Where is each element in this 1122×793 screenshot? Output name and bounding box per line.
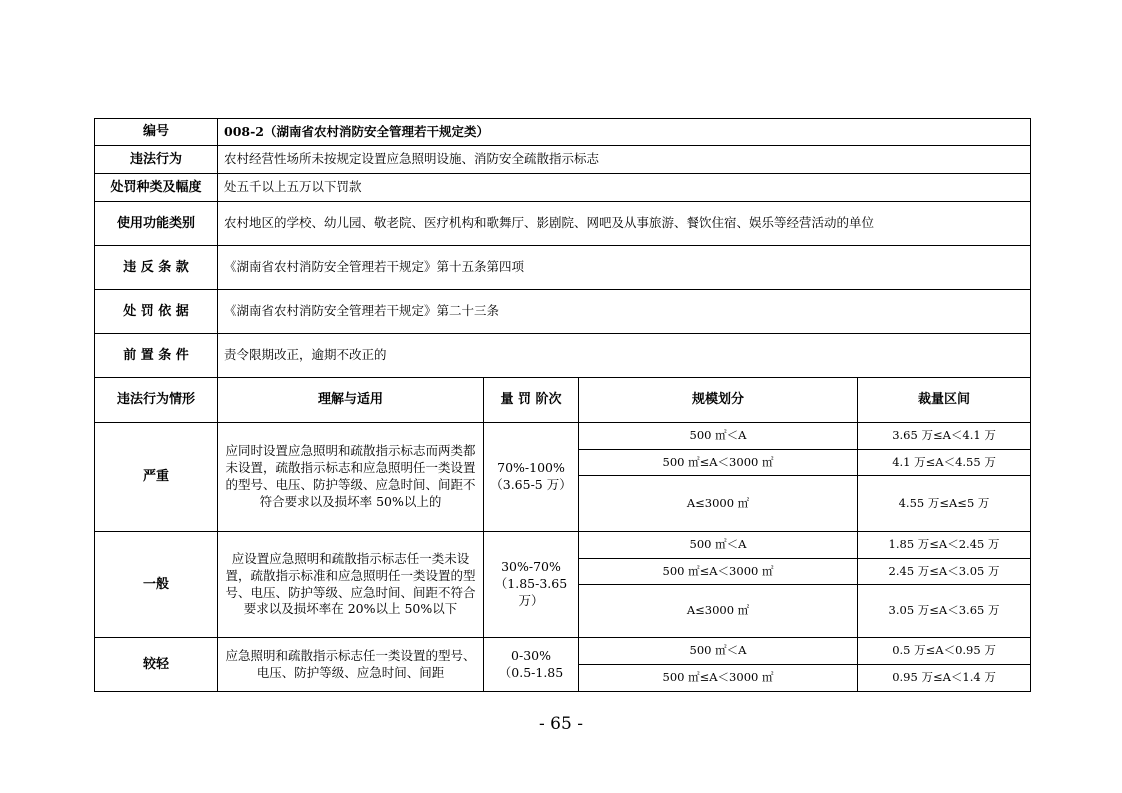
row-precondition	[95, 334, 1031, 378]
scale-cell: 500 ㎡＜A	[579, 532, 858, 559]
tier-serious-pct: 70%-100%	[497, 460, 565, 476]
header-situation: 违法行为情形	[95, 378, 218, 423]
scale-cell: 500 ㎡＜A	[579, 638, 858, 665]
range-cell: 2.45 万≤A＜3.05 万	[858, 559, 1031, 585]
range-cell: 0.95 万≤A＜1.4 万	[858, 665, 1031, 692]
row-function-category	[95, 202, 1031, 246]
level-serious: 严重	[95, 423, 218, 532]
level-minor: 较轻	[95, 638, 218, 692]
tier-general-pct: 30%-70%	[501, 559, 561, 575]
scale-cell: A≤3000 ㎡	[579, 476, 858, 532]
scale-cell: 500 ㎡≤A＜3000 ㎡	[579, 450, 858, 476]
table-row	[95, 532, 1031, 559]
value-function-category: 农村地区的学校、幼儿园、敬老院、医疗机构和歌舞厅、影剧院、网吧及从事旅游、餐饮住宿、娱乐等经营活动的单位	[218, 202, 1031, 246]
tier-serious-amount: （3.65-5 万）	[490, 477, 572, 492]
row-violation	[95, 146, 1031, 174]
label-code: 编号	[95, 119, 218, 146]
table-header-row	[95, 378, 1031, 423]
tier-general-amount: （1.85-3.65 万）	[494, 576, 568, 608]
scale-cell: 500 ㎡＜A	[579, 423, 858, 450]
tier-minor-amount: （0.5-1.85	[498, 664, 564, 680]
range-cell: 4.55 万≤A≤5 万	[858, 476, 1031, 532]
range-cell: 3.65 万≤A＜4.1 万	[858, 423, 1031, 450]
value-violation: 农村经营性场所未按规定设置应急照明设施、消防安全疏散指示标志	[218, 146, 1031, 174]
penalty-table	[94, 118, 1031, 692]
label-violation: 违法行为	[95, 146, 218, 174]
description-general: 应设置应急照明和疏散指示标志任一类未设置，疏散指示标准和应急照明任一类设置的型号、电压、防护等级、应急时间、间距不符合要求以及损坏率在 20%以上 50%以下	[218, 532, 484, 638]
scale-cell: 500 ㎡≤A＜3000 ㎡	[579, 665, 858, 692]
range-cell: 1.85 万≤A＜2.45 万	[858, 532, 1031, 559]
tier-general	[484, 532, 579, 638]
label-penalty-basis: 处 罚 依 据	[95, 290, 218, 334]
table-row	[95, 638, 1031, 665]
table-row	[95, 423, 1031, 450]
range-cell: 3.05 万≤A＜3.65 万	[858, 585, 1031, 638]
page-number: - 65 -	[539, 714, 583, 734]
row-penalty-type	[95, 174, 1031, 202]
header-scale: 规模划分	[579, 378, 858, 423]
value-penalty-basis: 《湖南省农村消防安全管理若干规定》第二十三条	[218, 290, 1031, 334]
scale-cell: 500 ㎡≤A＜3000 ㎡	[579, 559, 858, 585]
row-violated-clause	[95, 246, 1031, 290]
value-precondition: 责令限期改正，逾期不改正的	[218, 334, 1031, 378]
label-precondition: 前 置 条 件	[95, 334, 218, 378]
row-code	[95, 119, 1031, 146]
scale-cell: A≤3000 ㎡	[579, 585, 858, 638]
tier-minor	[484, 638, 579, 692]
value-penalty-type: 处五千以上五万以下罚款	[218, 174, 1031, 202]
label-violated-clause: 违 反 条 款	[95, 246, 218, 290]
header-range: 裁量区间	[858, 378, 1031, 423]
tier-serious	[484, 423, 579, 532]
range-cell: 0.5 万≤A＜0.95 万	[858, 638, 1031, 665]
level-general: 一般	[95, 532, 218, 638]
description-minor: 应急照明和疏散指示标志任一类设置的型号、电压、防护等级、应急时间、间距	[218, 638, 484, 692]
range-cell: 4.1 万≤A＜4.55 万	[858, 450, 1031, 476]
value-code: 008-2（湖南省农村消防安全管理若干规定类）	[218, 119, 1031, 146]
header-interpretation: 理解与适用	[218, 378, 484, 423]
header-penalty-tier: 量 罚 阶次	[484, 378, 579, 423]
value-violated-clause: 《湖南省农村消防安全管理若干规定》第十五条第四项	[218, 246, 1031, 290]
label-function-category: 使用功能类别	[95, 202, 218, 246]
label-penalty-type: 处罚种类及幅度	[95, 174, 218, 202]
tier-minor-pct: 0-30%	[511, 647, 551, 663]
description-serious: 应同时设置应急照明和疏散指示标志而两类都未设置，疏散指示标志和应急照明任一类设置的型号、电压、防护等级、应急时间、间距不符合要求以及损坏率 50%以上的	[218, 423, 484, 532]
row-penalty-basis	[95, 290, 1031, 334]
